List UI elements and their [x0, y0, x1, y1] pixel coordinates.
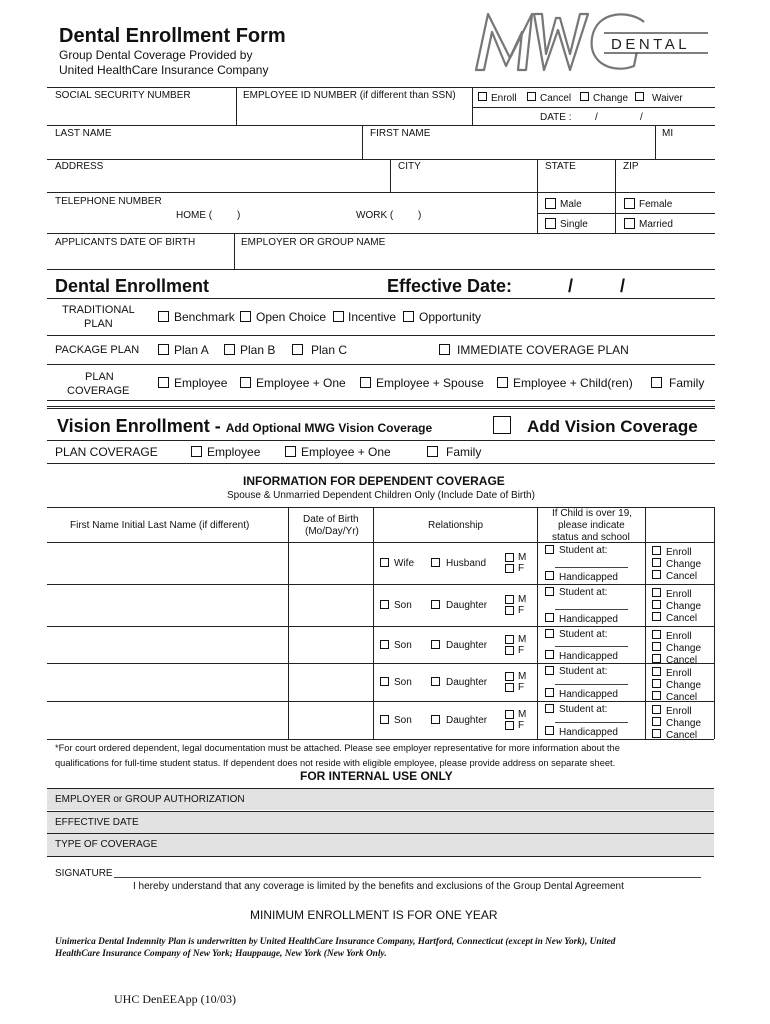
col-relationship-header: Relationship [428, 520, 484, 531]
row-1-change-label: Change [666, 559, 702, 570]
handicapped-2-checkbox[interactable] [545, 613, 554, 622]
row-4-change-checkbox[interactable] [652, 679, 661, 688]
vision-employee-label: Employee [207, 445, 261, 459]
student-4-label: Student at: [559, 666, 608, 677]
signature-label: SIGNATURE [55, 868, 113, 879]
benchmark-checkbox[interactable] [158, 311, 169, 322]
row-2-enroll-checkbox[interactable] [652, 588, 661, 597]
col-name-header: First Name Initial Last Name (if different) [70, 520, 250, 531]
dental-employee-label: Employee [174, 376, 228, 390]
dental-family-label: Family [669, 376, 705, 390]
traditional-plan-label: PLAN [84, 318, 113, 330]
home-phone-close: ) [237, 210, 241, 221]
vision-employee-one-label: Employee + One [301, 445, 391, 459]
gender-f-4-checkbox[interactable] [505, 683, 514, 692]
row-5-enroll-checkbox[interactable] [652, 705, 661, 714]
vision-employee-checkbox[interactable] [191, 446, 202, 457]
vision-employee-one-checkbox[interactable] [285, 446, 296, 457]
logo-word: DENTAL [611, 36, 691, 53]
student-5-label: Student at: [559, 704, 608, 715]
incentive-checkbox[interactable] [333, 311, 344, 322]
relationship-2-option1-label: Son [394, 600, 412, 611]
waiver-label: Waiver [652, 93, 683, 104]
col-child-header-2: please indicate [558, 520, 625, 531]
relationship-2-option2-checkbox[interactable] [431, 600, 440, 609]
vision-family-checkbox[interactable] [427, 446, 438, 457]
plan-c-checkbox[interactable] [292, 344, 303, 355]
gender-m-2-checkbox[interactable] [505, 595, 514, 604]
change-label: Change [593, 93, 629, 104]
plan-c-label: Plan C [311, 343, 348, 357]
zip-label: ZIP [623, 161, 639, 172]
dental-employee-one-checkbox[interactable] [240, 377, 251, 388]
row-1-enroll-label: Enroll [666, 547, 692, 558]
married-label: Married [639, 219, 673, 230]
relationship-3-option1-label: Son [394, 640, 412, 651]
last-name-label: LAST NAME [55, 128, 112, 139]
row-3-cancel-checkbox[interactable] [652, 654, 661, 663]
gender-f-1-checkbox[interactable] [505, 564, 514, 573]
internal-use-heading: FOR INTERNAL USE ONLY [300, 769, 453, 783]
student-1-checkbox[interactable] [545, 545, 554, 554]
dental-enrollment-heading: Dental Enrollment [55, 276, 210, 296]
row-3-change-checkbox[interactable] [652, 642, 661, 651]
type-of-coverage-label: TYPE OF COVERAGE [55, 839, 158, 850]
handicapped-5-label: Handicapped [559, 727, 618, 738]
student-2-school-line[interactable] [555, 609, 628, 610]
date-slash-1: / [595, 112, 598, 123]
open-choice-checkbox[interactable] [240, 311, 251, 322]
gender-f-5-checkbox[interactable] [505, 721, 514, 730]
form-id: UHC DenEEApp (10/03) [114, 992, 236, 1006]
student-3-label: Student at: [559, 629, 608, 640]
row-4-enroll-checkbox[interactable] [652, 667, 661, 676]
plan-coverage-label-2: COVERAGE [67, 385, 130, 397]
relationship-3-option2-checkbox[interactable] [431, 640, 440, 649]
vision-enrollment-heading: Vision Enrollment - Add Optional MWG Vision Coverage [57, 416, 433, 436]
plan-b-label: Plan B [240, 343, 276, 357]
dental-employee-spouse-label: Employee + Spouse [376, 376, 484, 390]
plan-a-label: Plan A [174, 343, 209, 357]
ssn-label: SOCIAL SECURITY NUMBER [55, 90, 191, 101]
form-title: Dental Enrollment Form [59, 25, 286, 47]
dental-employee-spouse-checkbox[interactable] [360, 377, 371, 388]
male-checkbox[interactable] [545, 198, 556, 209]
row-1-enroll-checkbox[interactable] [652, 546, 661, 555]
gender-m-1-label: M [518, 552, 527, 563]
authorization-label: EMPLOYER or GROUP AUTHORIZATION [55, 794, 245, 805]
dental-employee-checkbox[interactable] [158, 377, 169, 388]
gender-m-3-checkbox[interactable] [505, 635, 514, 644]
enroll-label: Enroll [491, 93, 517, 104]
relationship-2-option1-checkbox[interactable] [380, 600, 389, 609]
student-3-school-line[interactable] [555, 646, 628, 647]
female-checkbox[interactable] [624, 198, 635, 209]
telephone-label: TELEPHONE NUMBER [55, 196, 162, 207]
dental-family-checkbox[interactable] [651, 377, 662, 388]
relationship-3-option2-label: Daughter [446, 640, 488, 651]
vision-plan-coverage-label: PLAN COVERAGE [55, 445, 158, 459]
dependent-subheading: Spouse & Unmarried Dependent Children Only (Include Date of Birth) [227, 490, 535, 501]
student-3-checkbox[interactable] [545, 629, 554, 638]
change-checkbox[interactable] [580, 92, 589, 101]
gender-m-5-label: M [518, 709, 527, 720]
employee-id-label: EMPLOYEE ID NUMBER (if different than SSN) [243, 90, 456, 101]
row-5-change-label: Change [666, 718, 702, 729]
gender-f-3-checkbox[interactable] [505, 646, 514, 655]
gender-m-4-checkbox[interactable] [505, 672, 514, 681]
first-name-label: FIRST NAME [370, 128, 431, 139]
court-note-line-1: *For court ordered dependent, legal documentation must be attached. Please see employer representative for more information about the [55, 743, 620, 753]
gender-f-4-label: F [518, 682, 525, 693]
relationship-5-option1-label: Son [394, 715, 412, 726]
effective-slash-2: / [620, 276, 626, 296]
home-phone-label: HOME ( [176, 210, 213, 221]
address-label: ADDRESS [55, 161, 104, 172]
handicapped-1-label: Handicapped [559, 572, 618, 583]
relationship-1-option1-checkbox[interactable] [380, 558, 389, 567]
add-vision-label: Add Vision Coverage [527, 417, 698, 436]
benchmark-label: Benchmark [174, 310, 235, 324]
relationship-4-option2-checkbox[interactable] [431, 677, 440, 686]
gender-f-5-label: F [518, 720, 525, 731]
effective-slash-1: / [568, 276, 574, 296]
handicapped-4-checkbox[interactable] [545, 688, 554, 697]
incentive-label: Incentive [348, 310, 397, 324]
row-1-cancel-label: Cancel [666, 571, 698, 582]
city-label: CITY [398, 161, 421, 172]
gender-m-2-label: M [518, 594, 527, 605]
cancel-checkbox[interactable] [527, 92, 536, 101]
traditional-label: TRADITIONAL [62, 304, 135, 316]
vision-subheading: Add Optional MWG Vision Coverage [225, 421, 433, 435]
row-4-change-label: Change [666, 680, 702, 691]
row-1-change-checkbox[interactable] [652, 558, 661, 567]
row-5-change-checkbox[interactable] [652, 717, 661, 726]
student-5-checkbox[interactable] [545, 704, 554, 713]
relationship-5-option2-checkbox[interactable] [431, 715, 440, 724]
relationship-3-option1-checkbox[interactable] [380, 640, 389, 649]
single-label: Single [560, 219, 588, 230]
underwriting-line-2: HealthCare Insurance Company of New York; Hauppauge, New York (New York Only. [55, 949, 387, 959]
row-1-cancel-checkbox[interactable] [652, 570, 661, 579]
plan-a-checkbox[interactable] [158, 344, 169, 355]
dental-employee-one-label: Employee + One [256, 376, 346, 390]
row-3-enroll-checkbox[interactable] [652, 630, 661, 639]
col-child-header-3: status and school [552, 532, 630, 543]
row-5-enroll-label: Enroll [666, 706, 692, 717]
student-2-label: Student at: [559, 587, 608, 598]
dependent-heading: INFORMATION FOR DEPENDENT COVERAGE [243, 474, 505, 488]
plan-b-checkbox[interactable] [224, 344, 235, 355]
dob-label: APPLICANTS DATE OF BIRTH [55, 237, 196, 248]
relationship-1-option2-checkbox[interactable] [431, 558, 440, 567]
gender-f-2-label: F [518, 605, 525, 616]
relationship-1-option1-label: Wife [394, 558, 414, 569]
relationship-4-option2-label: Daughter [446, 677, 488, 688]
effective-date-label: Effective Date: [387, 276, 513, 296]
student-1-school-line[interactable] [555, 567, 628, 568]
row-4-enroll-label: Enroll [666, 668, 692, 679]
subtitle-line-1: Group Dental Coverage Provided by [59, 48, 253, 62]
relationship-1-option2-label: Husband [446, 558, 487, 569]
relationship-5-option2-label: Daughter [446, 715, 488, 726]
handicapped-3-checkbox[interactable] [545, 650, 554, 659]
immediate-coverage-label: IMMEDIATE COVERAGE PLAN [457, 343, 629, 357]
student-2-checkbox[interactable] [545, 587, 554, 596]
row-2-cancel-label: Cancel [666, 613, 698, 624]
open-choice-label: Open Choice [256, 310, 327, 324]
gender-m-4-label: M [518, 671, 527, 682]
state-label: STATE [545, 161, 576, 172]
cancel-label: Cancel [540, 93, 572, 104]
enroll-checkbox[interactable] [478, 92, 487, 101]
row-4-cancel-checkbox[interactable] [652, 691, 661, 700]
handicapped-1-checkbox[interactable] [545, 571, 554, 580]
row-3-cancel-label: Cancel [666, 655, 698, 666]
handicapped-3-label: Handicapped [559, 651, 618, 662]
handicapped-2-label: Handicapped [559, 614, 618, 625]
gender-f-3-label: F [518, 645, 525, 656]
package-plan-label: PACKAGE PLAN [55, 344, 140, 356]
row-4-cancel-label: Cancel [666, 692, 698, 703]
gender-m-5-checkbox[interactable] [505, 710, 514, 719]
relationship-5-option1-checkbox[interactable] [380, 715, 389, 724]
row-2-change-checkbox[interactable] [652, 600, 661, 609]
col-dob-header-2: (Mo/Day/Yr) [305, 526, 359, 537]
date-slash-2: / [640, 112, 643, 123]
dental-employee-children-label: Employee + Child(ren) [513, 376, 633, 390]
gender-m-1-checkbox[interactable] [505, 553, 514, 562]
vision-family-label: Family [446, 445, 482, 459]
plan-coverage-label-1: PLAN [85, 371, 114, 383]
gender-f-2-checkbox[interactable] [505, 606, 514, 615]
married-checkbox[interactable] [624, 218, 635, 229]
gender-m-3-label: M [518, 634, 527, 645]
add-vision-checkbox[interactable] [493, 416, 511, 434]
opportunity-checkbox[interactable] [403, 311, 414, 322]
relationship-4-option1-label: Son [394, 677, 412, 688]
col-child-header-1: If Child is over 19, [552, 508, 633, 519]
row-2-enroll-label: Enroll [666, 589, 692, 600]
mi-label: MI [662, 128, 674, 139]
student-1-label: Student at: [559, 545, 608, 556]
single-checkbox[interactable] [545, 218, 556, 229]
student-4-checkbox[interactable] [545, 666, 554, 675]
work-phone-close: ) [418, 210, 422, 221]
row-5-cancel-label: Cancel [666, 730, 698, 741]
student-4-school-line[interactable] [555, 684, 628, 685]
waiver-checkbox[interactable] [635, 92, 644, 101]
handicapped-4-label: Handicapped [559, 689, 618, 700]
mwg-dental-logo [470, 8, 710, 80]
opportunity-label: Opportunity [419, 310, 482, 324]
employer-label: EMPLOYER OR GROUP NAME [241, 237, 386, 248]
court-note-line-2: qualifications for full-time student status. If dependent does not reside with eligible employee, please provide address on separate sheet. [55, 758, 616, 768]
underwriting-line-1: Unimerica Dental Indemnity Plan is underwritten by United HealthCare Insurance Company, Hartford, Connecticut (except in New York), United [55, 937, 616, 947]
immediate-coverage-checkbox[interactable] [439, 344, 450, 355]
row-3-enroll-label: Enroll [666, 631, 692, 642]
dental-employee-children-checkbox[interactable] [497, 377, 508, 388]
date-label: DATE : [540, 112, 572, 123]
gender-f-1-label: F [518, 563, 525, 574]
female-label: Female [639, 199, 673, 210]
understand-statement: I hereby understand that any coverage is limited by the benefits and exclusions of the Group Dental Agreement [133, 881, 624, 892]
subtitle-line-2: United HealthCare Insurance Company [59, 63, 269, 77]
handicapped-5-checkbox[interactable] [545, 726, 554, 735]
row-3-change-label: Change [666, 643, 702, 654]
student-5-school-line[interactable] [555, 722, 628, 723]
row-2-change-label: Change [666, 601, 702, 612]
row-5-cancel-checkbox[interactable] [652, 729, 661, 738]
minimum-enrollment: MINIMUM ENROLLMENT IS FOR ONE YEAR [250, 908, 498, 922]
male-label: Male [560, 199, 582, 210]
signature-line[interactable] [114, 877, 701, 878]
internal-effective-date-label: EFFECTIVE DATE [55, 817, 139, 828]
work-phone-label: WORK ( [356, 210, 394, 221]
relationship-2-option2-label: Daughter [446, 600, 488, 611]
relationship-4-option1-checkbox[interactable] [380, 677, 389, 686]
col-dob-header-1: Date of Birth [303, 514, 359, 525]
row-2-cancel-checkbox[interactable] [652, 612, 661, 621]
